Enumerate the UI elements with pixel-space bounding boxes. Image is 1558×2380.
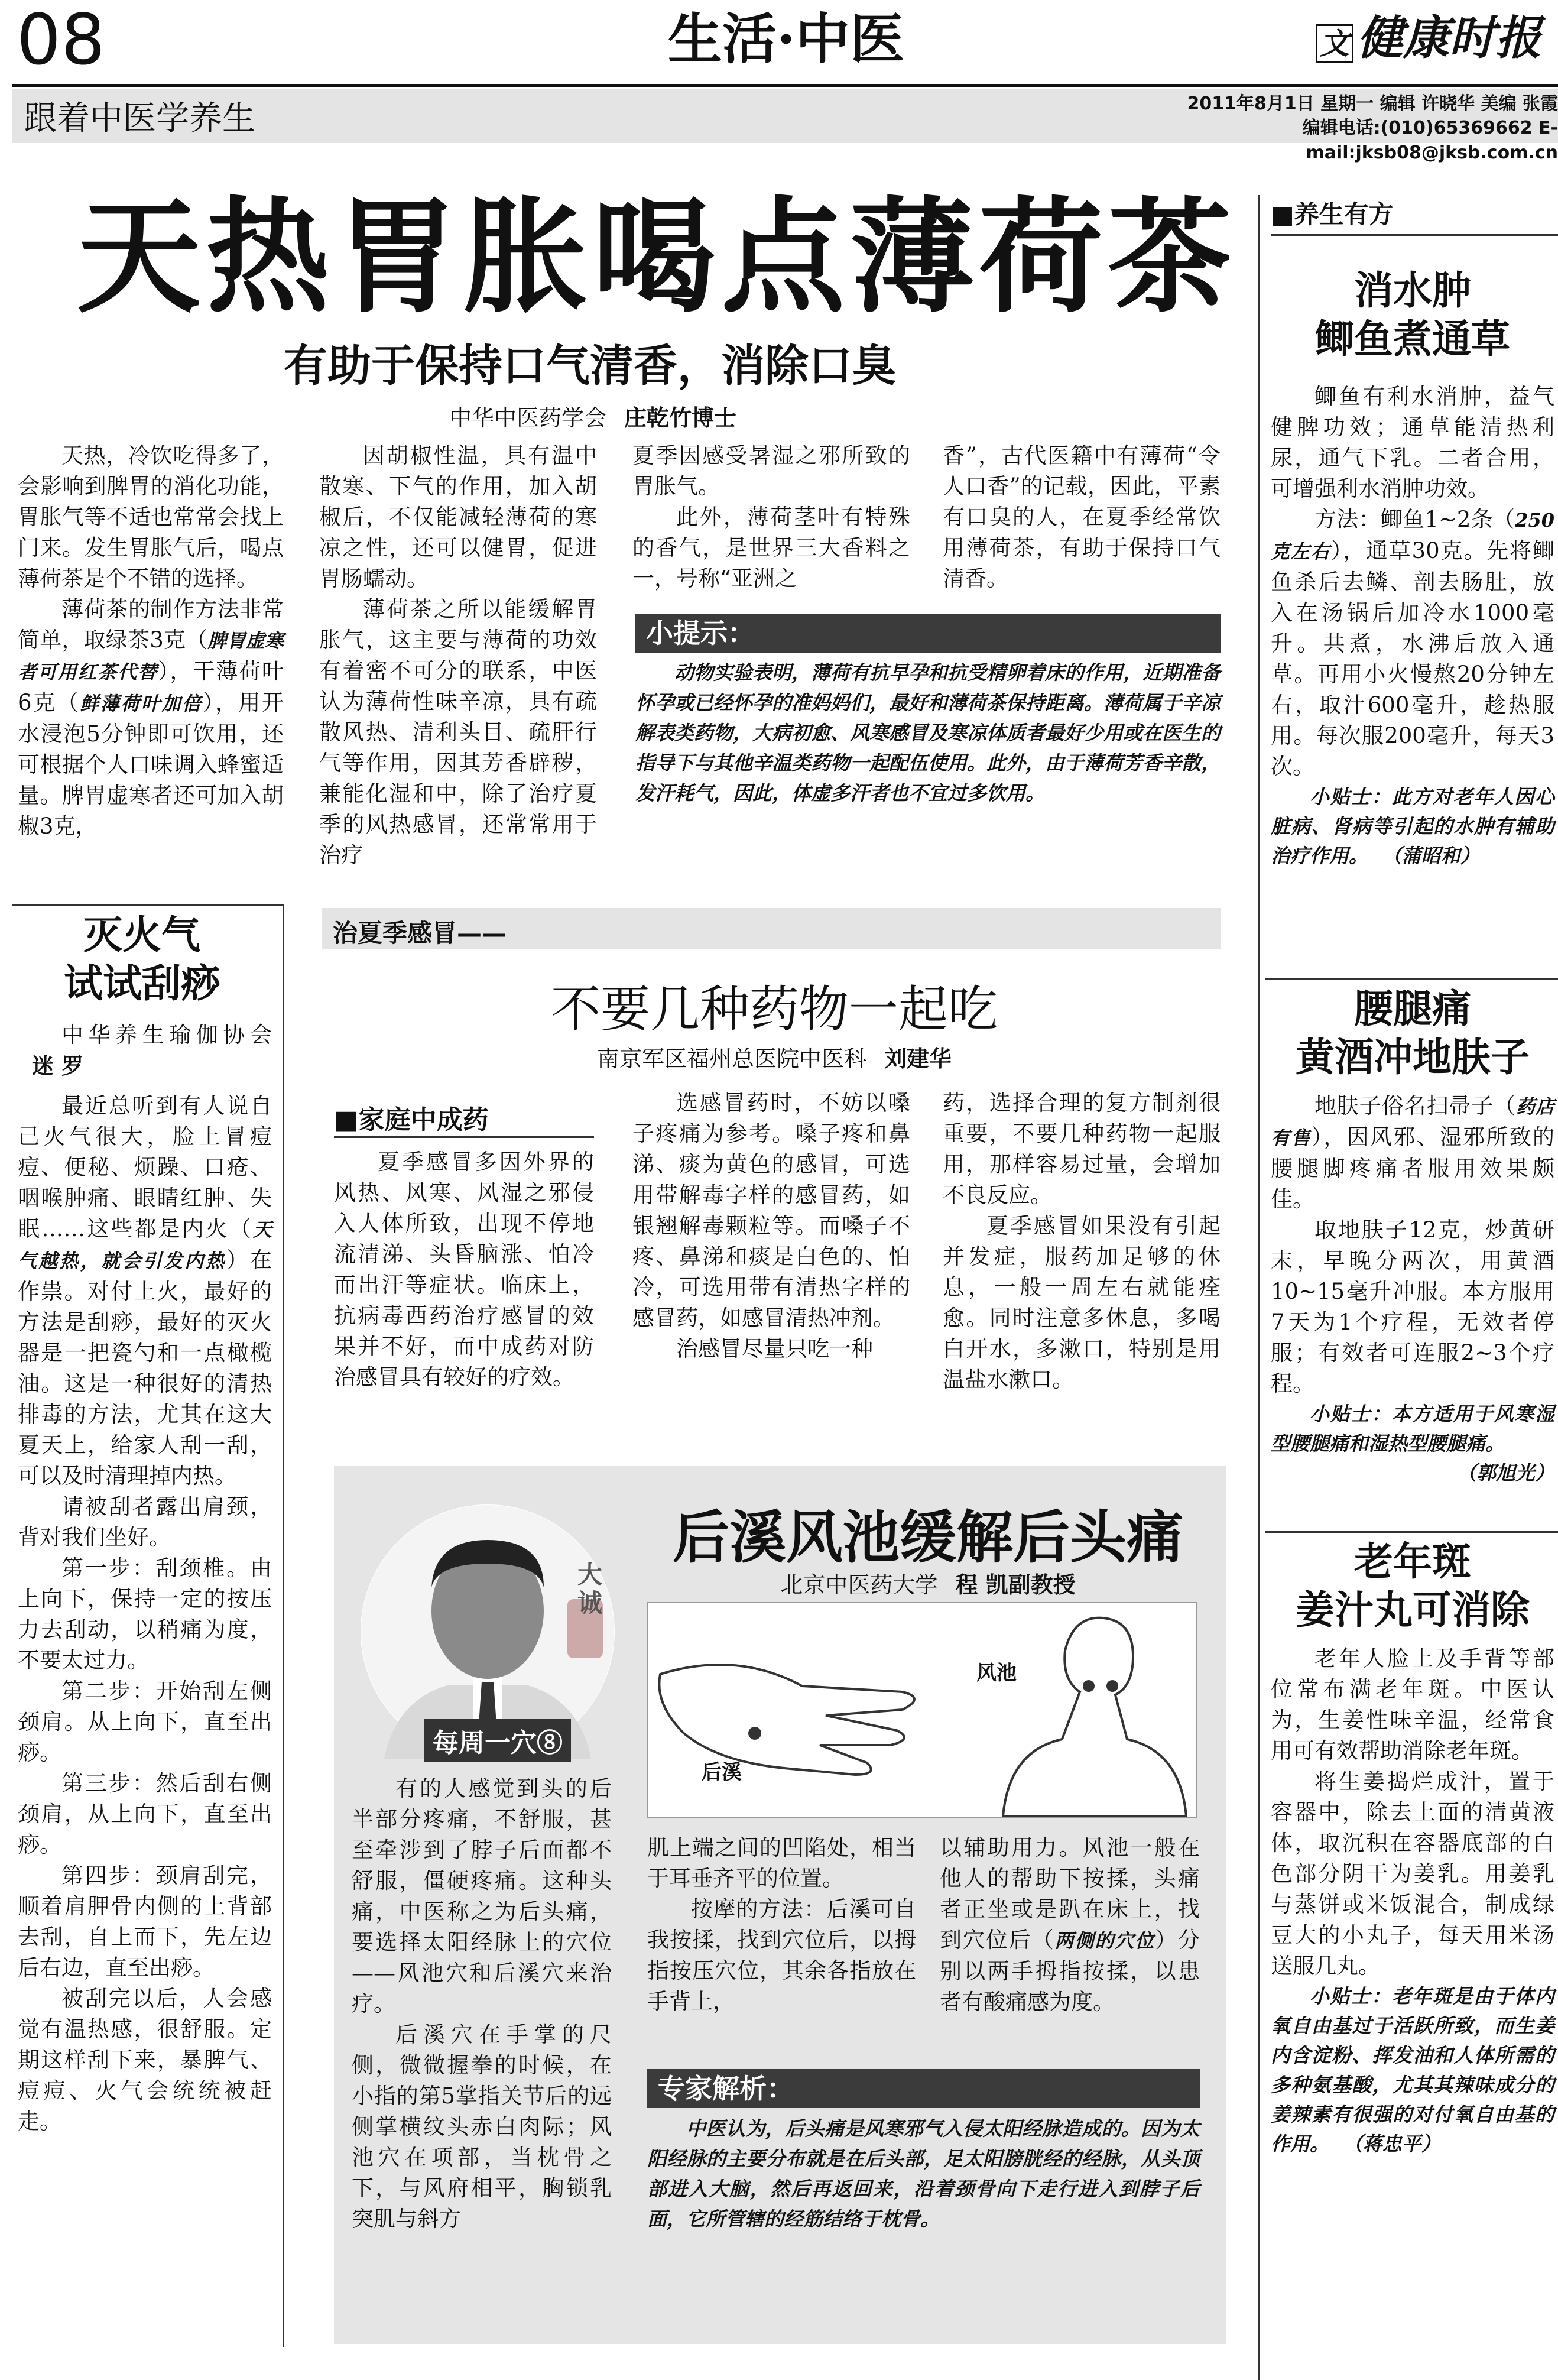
byline: 中华中医药学会 庄乾竹博士 xyxy=(449,404,737,431)
remedy-1-body: 鲫鱼有利水消肿，益气健脾功效；通草能清热利尿，通气下乳。二者合用，可增强利水消肿功效。 方法：鲫鱼1~2条（250克左右），通草30克。先将鲫鱼杀后去鳞、剖去肠肚，放入在汤锅后加冷水1000毫升。共煮，水沸后放入通草。再用小火慢熬20分钟左右，取汁600毫升，趁热服用。每次服200毫升，每天3次。 小贴士：此方对老年人因心脏病、肾病等引起的水肿有辅助治疗作用。 （蒲昭和） xyxy=(1271,384,1554,867)
logo-mark-icon: 文 xyxy=(1316,24,1353,63)
column-divider xyxy=(283,904,284,2347)
main-col-4: 香”，古代医籍中有薄荷“令人口香”的记载，因此，平素有口臭的人，在夏季经常饮用薄荷茶，有助于保持口气清香。 xyxy=(943,443,1221,591)
column-name: 跟着中医学养生 xyxy=(24,99,255,138)
main-col-3: 夏季因感受暑湿之邪所致的胃胀气。 此外，薄荷茎叶有特殊的香气，是世界三大香料之一，号称“亚洲之 xyxy=(632,443,910,591)
main-col-2: 因胡椒性温，具有温中散寒、下气的作用，加入胡椒后，不仅能减轻薄荷的寒凉之性，还可以健胃，促进胃肠蠕动。 薄荷茶之所以能缓解胃胀气，这主要与薄荷的功效有着密不可分的联系，中医认为薄荷性味辛凉，具有疏散风热、清利头目、疏肝行气等作用，因其芳香辟秽，兼能化湿和中，除了治疗夏季的风热感冒，还常常用于治疗 xyxy=(319,443,597,868)
sidebar-label: ■养生有方 xyxy=(1271,195,1558,236)
headache-col-2: 肌上端之间的凹陷处，相当于耳垂齐平的位置。 按摩的方法：后溪可自我按揉，找到穴位后，以拇指按压穴位，其余各指放在手背上， xyxy=(647,1835,916,2014)
divider xyxy=(12,904,284,906)
seal-stamp: 大诚 xyxy=(577,1560,602,1617)
divider xyxy=(1265,978,1558,980)
section-title: 生活·中医 xyxy=(667,7,905,71)
expert-text: 中医认为，后头痛是风寒邪气入侵太阳经脉造成的。因为太阳经脉的主要分布就是在后头部，足太阳膀胱经的经脉，从头顶部进入大脑，然后再返回来，沿着颈骨向下走行进入到脖子后面，它所管辖的经筋结络于枕骨。 xyxy=(647,2117,1200,2230)
headache-title: 后溪风池缓解后头痛 xyxy=(673,1504,1183,1571)
label-fengchi: 风池 xyxy=(976,1661,1017,1685)
masthead-logo: 文 健康时报 xyxy=(1316,13,1558,64)
main-col-1: 天热，冷饮吃得多了，会影响到脾胃的消化功能，胃胀气等不适也常常会找上门来。发生胃胀气后，喝点薄荷茶是个不错的选择。 薄荷茶的制作方法非常简单，取绿茶3克（脾胃虚寒者可用红茶代替），干薄荷叶6克（鲜薄荷叶加倍），用开水浸泡5分钟即可饮用，还可根据个人口味调入蜂蜜适量。脾胃虚寒者还可加入胡椒3克， xyxy=(18,443,284,839)
acupoint-illustration xyxy=(647,1602,1197,1818)
remedy-3-body: 老年人脸上及手背等部位常布满老年斑。中医认为，生姜性味辛温，经常食用可有效帮助消除老年斑。 将生姜捣烂成汁，置于容器中，除去上面的清黄液体，取沉积在容器底部的白色部分阴干为姜乳。用姜乳与蒸饼或米饭混合，制成绿豆大的小丸子，每天用米汤送服几丸。 小贴士：老年斑是由于体内氧自由基过于活跃所致，而生姜内含淀粉、挥发油和人体所需的多种氨基酸，尤其其辣味成分的姜辣素有很强的对付氧自由基的作用。 （蒋忠平） xyxy=(1271,1646,1554,2155)
cold-kicker: 治夏季感冒—— xyxy=(322,908,1221,949)
cold-col-3: 药，选择合理的复方制剂很重要，不要几种药物一起服用，那样容易过量，会增加不良反应。 夏季感冒如果没有引起并发症，服药加足够的休息，一般一周左右就能痊愈。同时注意多休息，多喝白开水，多漱口，特别是用温盐水漱口。 xyxy=(943,1090,1221,1392)
remedy-2-body: 地肤子俗名扫帚子（药店有售），因风邪、湿邪所致的腰腿脚疼痛者服用效果颇佳。 取地肤子12克，炒黄研末，早晚分两次，用黄酒10~15毫升冲服。本方服用7天为1个疗程，无效者停服；有效者可连服2~3个疗程。 小贴士：本方适用于风寒湿型腰腿痛和湿热型腰腿痛。 （郭旭光） xyxy=(1271,1093,1554,1484)
remedy-3-title: 老年斑 姜汁丸可消除 xyxy=(1296,1538,1530,1633)
cold-byline: 南京军区福州总医院中医科 刘建华 xyxy=(596,1045,952,1072)
sidebar-divider xyxy=(1258,195,1260,2380)
guasha-body: 最近总听到有人说自己火气很大，脸上冒痘痘、便秘、烦躁、口疮、咽喉肿痛、眼睛红肿、失眠……这些都是内火（天气越热，就会引发内热）在作祟。对付上火，最好的方法是刮痧，最好的灭火器是一把瓷勺和一点橄榄油。这是一种很好的清热排毒的方法，尤其在这大夏天上，给家人刮一刮，可以及时清理掉内热。 请被刮者露出肩颈，背对我们坐好。 第一步：刮颈椎。由上向下，保持一定的按压力去刮动，以稍痛为度，不要太过力。 第二步：开始刮左侧颈肩。从上向下，直至出痧。 第三步：然后刮右侧颈肩，从上向下，直至出痧。 第四步：颈肩刮完，顺着肩胛骨内侧的上背部去刮，自上而下，先左边后右边，直至出痧。 被刮完以后，人会感觉有温热感，很舒服。定期这样刮下来，暴脾气、痘痘、火气会统统被赶走。 xyxy=(18,1093,272,2134)
tip-text: 动物实验表明，薄荷有抗早孕和抗受精卵着床的作用，近期准备怀孕或已经怀孕的准妈妈们，最好和薄荷茶保持距离。薄荷属于辛凉解表类药物，大病初愈、风寒感冒及寒凉体质者最好少用或在医生的指导下与其他辛温类药物一起配伍使用。此外，由于薄荷芳香辛散，发汗耗气，因此，体虚多汗者也不宜过多饮用。 xyxy=(635,661,1221,805)
tip-label: 小提示： xyxy=(635,614,1221,653)
cold-col-1: 夏季感冒多因外界的风热、风寒、风湿之邪侵入人体所致，出现不停地流清涕、头昏脑涨、怕冷而出汗等症状。临床上，抗病毒西药治疗感冒的效果并不好，而中成药对防治感冒具有较好的疗效。 xyxy=(334,1149,594,1390)
label-houxi: 后溪 xyxy=(702,1760,742,1784)
divider xyxy=(1265,1531,1558,1533)
expert-label: 专家解析： xyxy=(647,2069,1200,2108)
remedy-2-title: 腰腿痛 黄酒冲地肤子 xyxy=(1296,985,1530,1080)
issue-meta: 2011年8月1日 星期一 编辑 许晓华 美编 张霞 编辑电话:(010)65369662 E-mail:jksb08@jksb.com.cn xyxy=(1187,93,1558,163)
headache-col-3: 以辅助用力。风池一般在他人的帮助下按揉，头痛者正坐或是趴在床上，找到穴位后（两侧的穴位）分别以两手拇指按揉，以患者有酸痛感为度。 xyxy=(940,1835,1200,2015)
header-rule xyxy=(12,84,1558,87)
headline: 天热胃胀喝点薄荷茶 xyxy=(77,185,1237,330)
guasha-title: 灭火气 试试刮痧 xyxy=(64,912,220,1006)
headache-col-1: 有的人感觉到头的后半部分疼痛，不舒服，甚至牵涉到了脖子后面都不舒服，僵硬疼痛。这种头痛，中医称之为后头痛，要选择太阳经脉上的穴位——风池穴和后溪穴来治疗。 后溪穴在手掌的尺侧，微微握拳的时候，在小指的第5掌指关节后的远侧掌横纹头赤白肉际；风池穴在项部，当枕骨之下，与风府相平，胸锁乳突肌与斜方 xyxy=(352,1776,612,2232)
headache-byline: 北京中医药大学 程 凯副教授 xyxy=(780,1571,1076,1598)
cold-col-2: 选感冒药时，不妨以嗓子疼痛为参考。嗓子疼和鼻涕、痰为黄色的感冒，可选用带解毒字样的感冒药，如银翘解毒颗粒等。而嗓子不疼、鼻涕和痰是白色的、怕冷，可选用带有清热字样的感冒药，如感冒清热冲剂。 治感冒尽量只吃一种 xyxy=(632,1090,910,1361)
cold-title: 不要几种药物一起吃 xyxy=(550,980,998,1038)
cold-subhead: ■家庭中成药 xyxy=(334,1098,594,1138)
guasha-byline: 中华养生瑜伽协会迷 罗 xyxy=(32,1022,272,1079)
subheadline: 有助于保持口气清香，消除口臭 xyxy=(284,341,896,391)
page-number: 08 xyxy=(17,0,106,80)
weekly-acupoint-badge: 每周一穴⑧ xyxy=(424,1719,571,1762)
remedy-1-title: 消水肿 鲫鱼煮通草 xyxy=(1315,267,1510,362)
